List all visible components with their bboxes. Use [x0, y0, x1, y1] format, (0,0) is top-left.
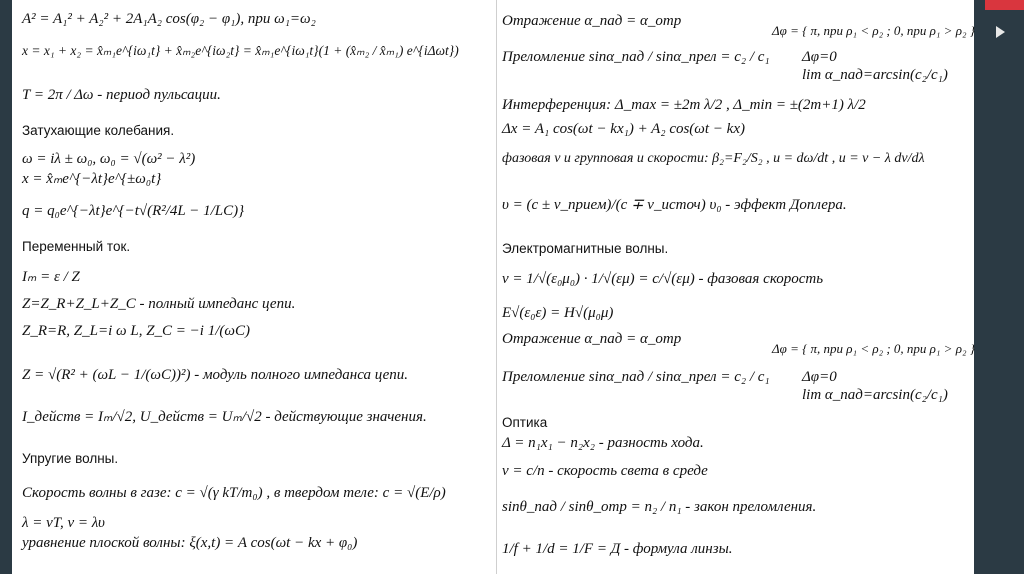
formula-em-phase-velocity: v = 1/√(ε₀μ₀) · 1/√(εμ) = c/√(εμ) - фазовая скорость: [502, 271, 824, 287]
formula-impedance-components: Z_R=R, Z_L=i ω L, Z_C = −i 1/(ωC): [22, 323, 250, 339]
heading-alternating-current: Переменный ток.: [22, 239, 131, 254]
formula-em-fields: E√(ε₀ε) = H√(μ₀μ): [502, 305, 614, 321]
next-arrow-icon: [996, 26, 1005, 38]
formula-reflection-2: Отражение α_пад = α_отр: [502, 331, 682, 347]
formula-doppler: υ = (c ± v_прием)/(c ∓ v_источ) υ₀ - эффект Доплера.: [502, 197, 847, 213]
formula-path-difference: Δ = n₁x₁ − n₂x₂ - разность хода.: [502, 435, 704, 451]
formula-damped-displacement: x = x̂ₘe^{−λt}e^{±ω₀t}: [22, 171, 162, 187]
formula-current-amplitude: Iₘ = ε / Z: [22, 269, 80, 285]
heading-elastic-waves: Упругие волны.: [22, 451, 119, 466]
formula-damped-frequency: ω = iλ ± ω₀, ω₀ = √(ω² − λ²): [22, 151, 196, 167]
formula-phase-group-velocity: фазовая v и групповая u скорости: β₂=F₂/S₂ , u = dω/dt , u = v − λ dv/dλ: [502, 151, 925, 166]
formula-interference-sum: Δx = A₁ cos(ωt − kx₁) + A₂ cos(ωt − kx): [502, 121, 745, 137]
formula-light-speed-medium: v = c/n - скорость света в среде: [502, 463, 708, 479]
formula-phase-zero-1: Δφ=0: [802, 49, 837, 65]
formula-impedance-modulus: Z = √(R² + (ωL − 1/(ωC))²) - модуль полного импеданса цепи.: [22, 367, 409, 383]
formula-phase-jump-2: Δφ = { π, при ρ₁ < ρ₂ ; 0, при ρ₁ > ρ₂ }: [772, 341, 975, 356]
formula-amplitude-sum: A² = A₁² + A₂² + 2A₁A₂ cos(φ₂ − φ₁), при ω₁=ω₂: [22, 11, 316, 27]
heading-em-waves: Электромагнитные волны.: [502, 241, 669, 256]
formula-wavelength: λ = vT, v = λυ: [22, 515, 105, 531]
formula-critical-angle-1: lim α_пад=arcsin(c₂/c₁): [802, 67, 948, 83]
formula-total-impedance: Z=Z_R+Z_L+Z_C - полный импеданс цепи.: [22, 296, 296, 312]
formula-plane-wave: уравнение плоской волны: ξ(x,t) = A cos(ωt − kx + φ₀): [22, 535, 358, 551]
formula-wave-speed: Скорость волны в газе: c = √(γ kT/m₀) , в твердом теле: c = √(E/ρ): [22, 485, 446, 501]
heading-damped-oscillations: Затухающие колебания.: [22, 123, 175, 138]
formula-superposition: x = x₁ + x₂ = x̂ₘ₁e^{iω₁t} + x̂ₘ₂e^{iω₂t} = x̂ₘ₁e^{iω₁t}(1 + (x̂ₘ₂ / x̂ₘ₁) e^{iΔωt}): [22, 43, 459, 58]
formula-refraction-1: Преломление sinα_пад / sinα_прел = c₂ / c₁: [502, 49, 770, 65]
formula-lens: 1/f + 1/d = 1/F = Д - формула линзы.: [502, 541, 733, 557]
formula-critical-angle-2: lim α_пад=arcsin(c₂/c₁): [802, 387, 948, 403]
formula-damped-charge: q = q₀e^{−λt}e^{−t√(R²/4L − 1/LC)}: [22, 203, 245, 219]
formula-beat-period: T = 2π / Δω - период пульсации.: [22, 87, 221, 103]
heading-optics: Оптика: [502, 415, 548, 430]
formula-sheet: [12, 0, 974, 574]
formula-reflection-1: Отражение α_пад = α_отр: [502, 13, 682, 29]
formula-phase-zero-2: Δφ=0: [802, 369, 837, 385]
formula-phase-jump-1: Δφ = { π, при ρ₁ < ρ₂ ; 0, при ρ₁ > ρ₂ }: [772, 23, 975, 38]
formula-snell-law: sinθ_пад / sinθ_отр = n₂ / n₁ - закон преломления.: [502, 499, 817, 515]
accent-bar: [985, 0, 1024, 10]
formula-interference: Интерференция: Δ_max = ±2m λ/2 , Δ_min = ±(2m+1) λ/2: [502, 97, 866, 113]
formula-effective-values: I_действ = Iₘ/√2, U_действ = Uₘ/√2 - действующие значения.: [22, 409, 427, 425]
formula-refraction-2: Преломление sinα_пад / sinα_прел = c₂ / c₁: [502, 369, 770, 385]
column-divider: [496, 0, 497, 574]
